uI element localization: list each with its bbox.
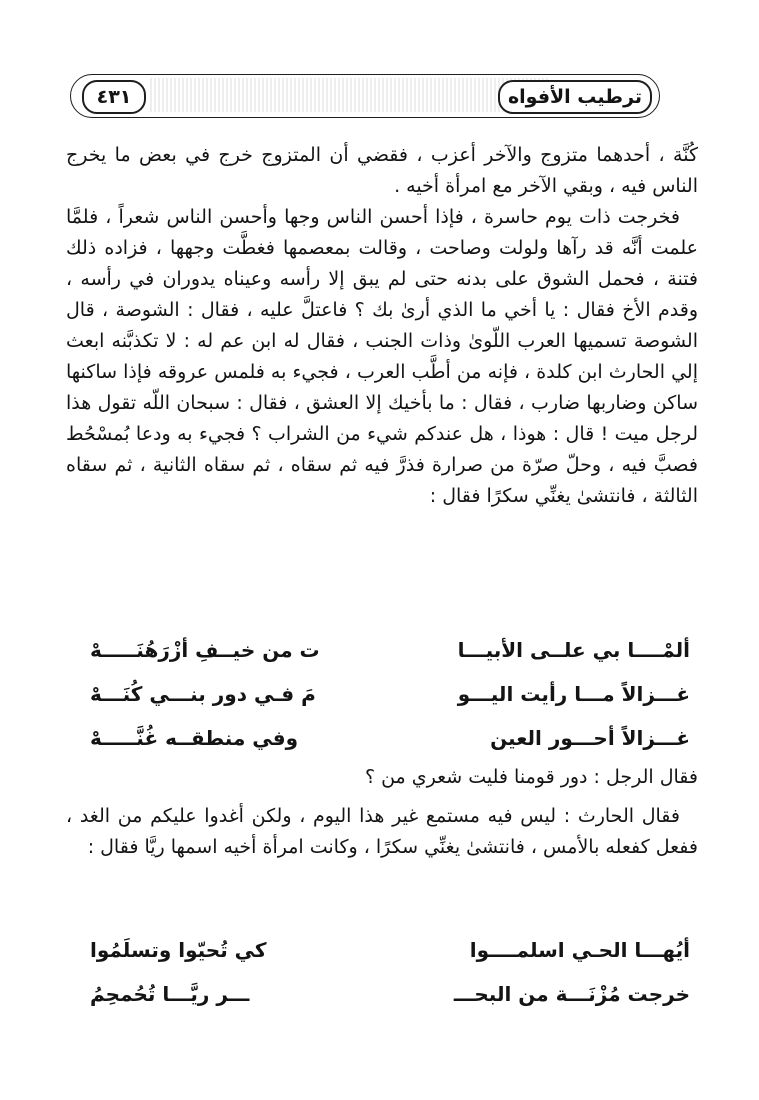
verse-first-hemistich: غـــزالاً أحـــور العين [490,726,690,750]
running-header [70,70,660,120]
verse-line [90,716,690,760]
verse-block-1 [90,628,690,760]
page-number: ٤٣١ [82,80,146,114]
verse-block-2 [90,928,690,1016]
verse-second-hemistich: كي تُحيّوا وتسلَمُوا [90,938,267,962]
verse-line [90,628,690,672]
verse-second-hemistich: مَ فـي دور بنـــي كُنَـــهْ [90,682,316,706]
paragraph-1: كُنَّة ، أحدهما متزوج والآخر أعزب ، فقضي أن المتزوج خرج في بعض ما يخرج الناس فيه ، وبقي الآخر مع امرأة أخيه . [66,144,698,197]
body-text [66,140,698,512]
book-title: ترطيب الأفواه [498,80,652,114]
verse-line [90,672,690,716]
header-ornament-band [150,78,550,112]
verse-second-hemistich: ت من خيــفِ أزْرَهُنَـــــهْ [90,638,320,662]
verse-first-hemistich: أيُهـــا الحـي اسلمــــوا [469,938,690,962]
verse-first-hemistich: خرجت مُزْنَـــة من البحـــ [453,982,690,1006]
body-text-continued [66,762,698,863]
paragraph-3: فقال الرجل : دور قومنا فليت شعري من ؟ [364,766,698,788]
verse-line [90,972,690,1016]
verse-second-hemistich: ـــر ريَّـــا تُحُمحِمُ [90,982,250,1006]
verse-line [90,928,690,972]
verse-first-hemistich: ألمْــــا بي علــى الأبيـــا [457,638,690,662]
verse-first-hemistich: غـــزالاً مـــا رأيت اليـــو [457,682,690,706]
paragraph-4: فقال الحارث : ليس فيه مستمع غير هذا اليوم ، ولكن أغدوا عليكم من الغد ، ففعل كفعله بالأمس ، فانتشیٰ يغنِّي سكرًا ، وكانت امرأة أخيه اسمها ريَّا فقال : [66,805,698,858]
paragraph-2: فخرجت ذات يوم حاسرة ، فإذا أحسن الناس وجها وأحسن الناس شعراً ، فلمَّا علمت أنَّه قد رآها ولولت وصاحت ، وقالت بمعصمها فغطَّت وجهها ، فزاده ذلك فتنة ، فحمل الشوق على بدنه حتى لم يبق إلا رأسه وعيناه يدوران في رأسه ، وقدم الأخ فقال : يا أخي ما الذي أرىٰ بك ؟ فاعتلَّ عليه ، فقال : الشوصة ، قال الشوصة تسميها العرب اللّوىٰ وذات الجنب ، فقال له ابن عم له : لا تكذبَّنه ابعث إلي الحارث ابن كلدة ، فإنه من أطَّب العرب ، فجيء به فلمس عروقه فإذا ساكنها ساكن وضاربها ضارب ، فقال : ما بأخيك إلا العشق ، فقال : سبحان اللّه تقول هذا لرجل ميت ! قال : هوذا ، هل عندكم شيء من الشراب ؟ فجيء به ودعا بُمسْحُط فصبَّ فيه ، وحلّ صرّة من صرارة فذرَّ فيه ثم سقاه ، ثم سقاه الثانية ، ثم سقاه الثالثة ، فانتشیٰ يغنِّي سكرًا فقال : [66,206,698,507]
verse-second-hemistich: وفي منطقــه غُنَّـــــهْ [90,726,299,750]
